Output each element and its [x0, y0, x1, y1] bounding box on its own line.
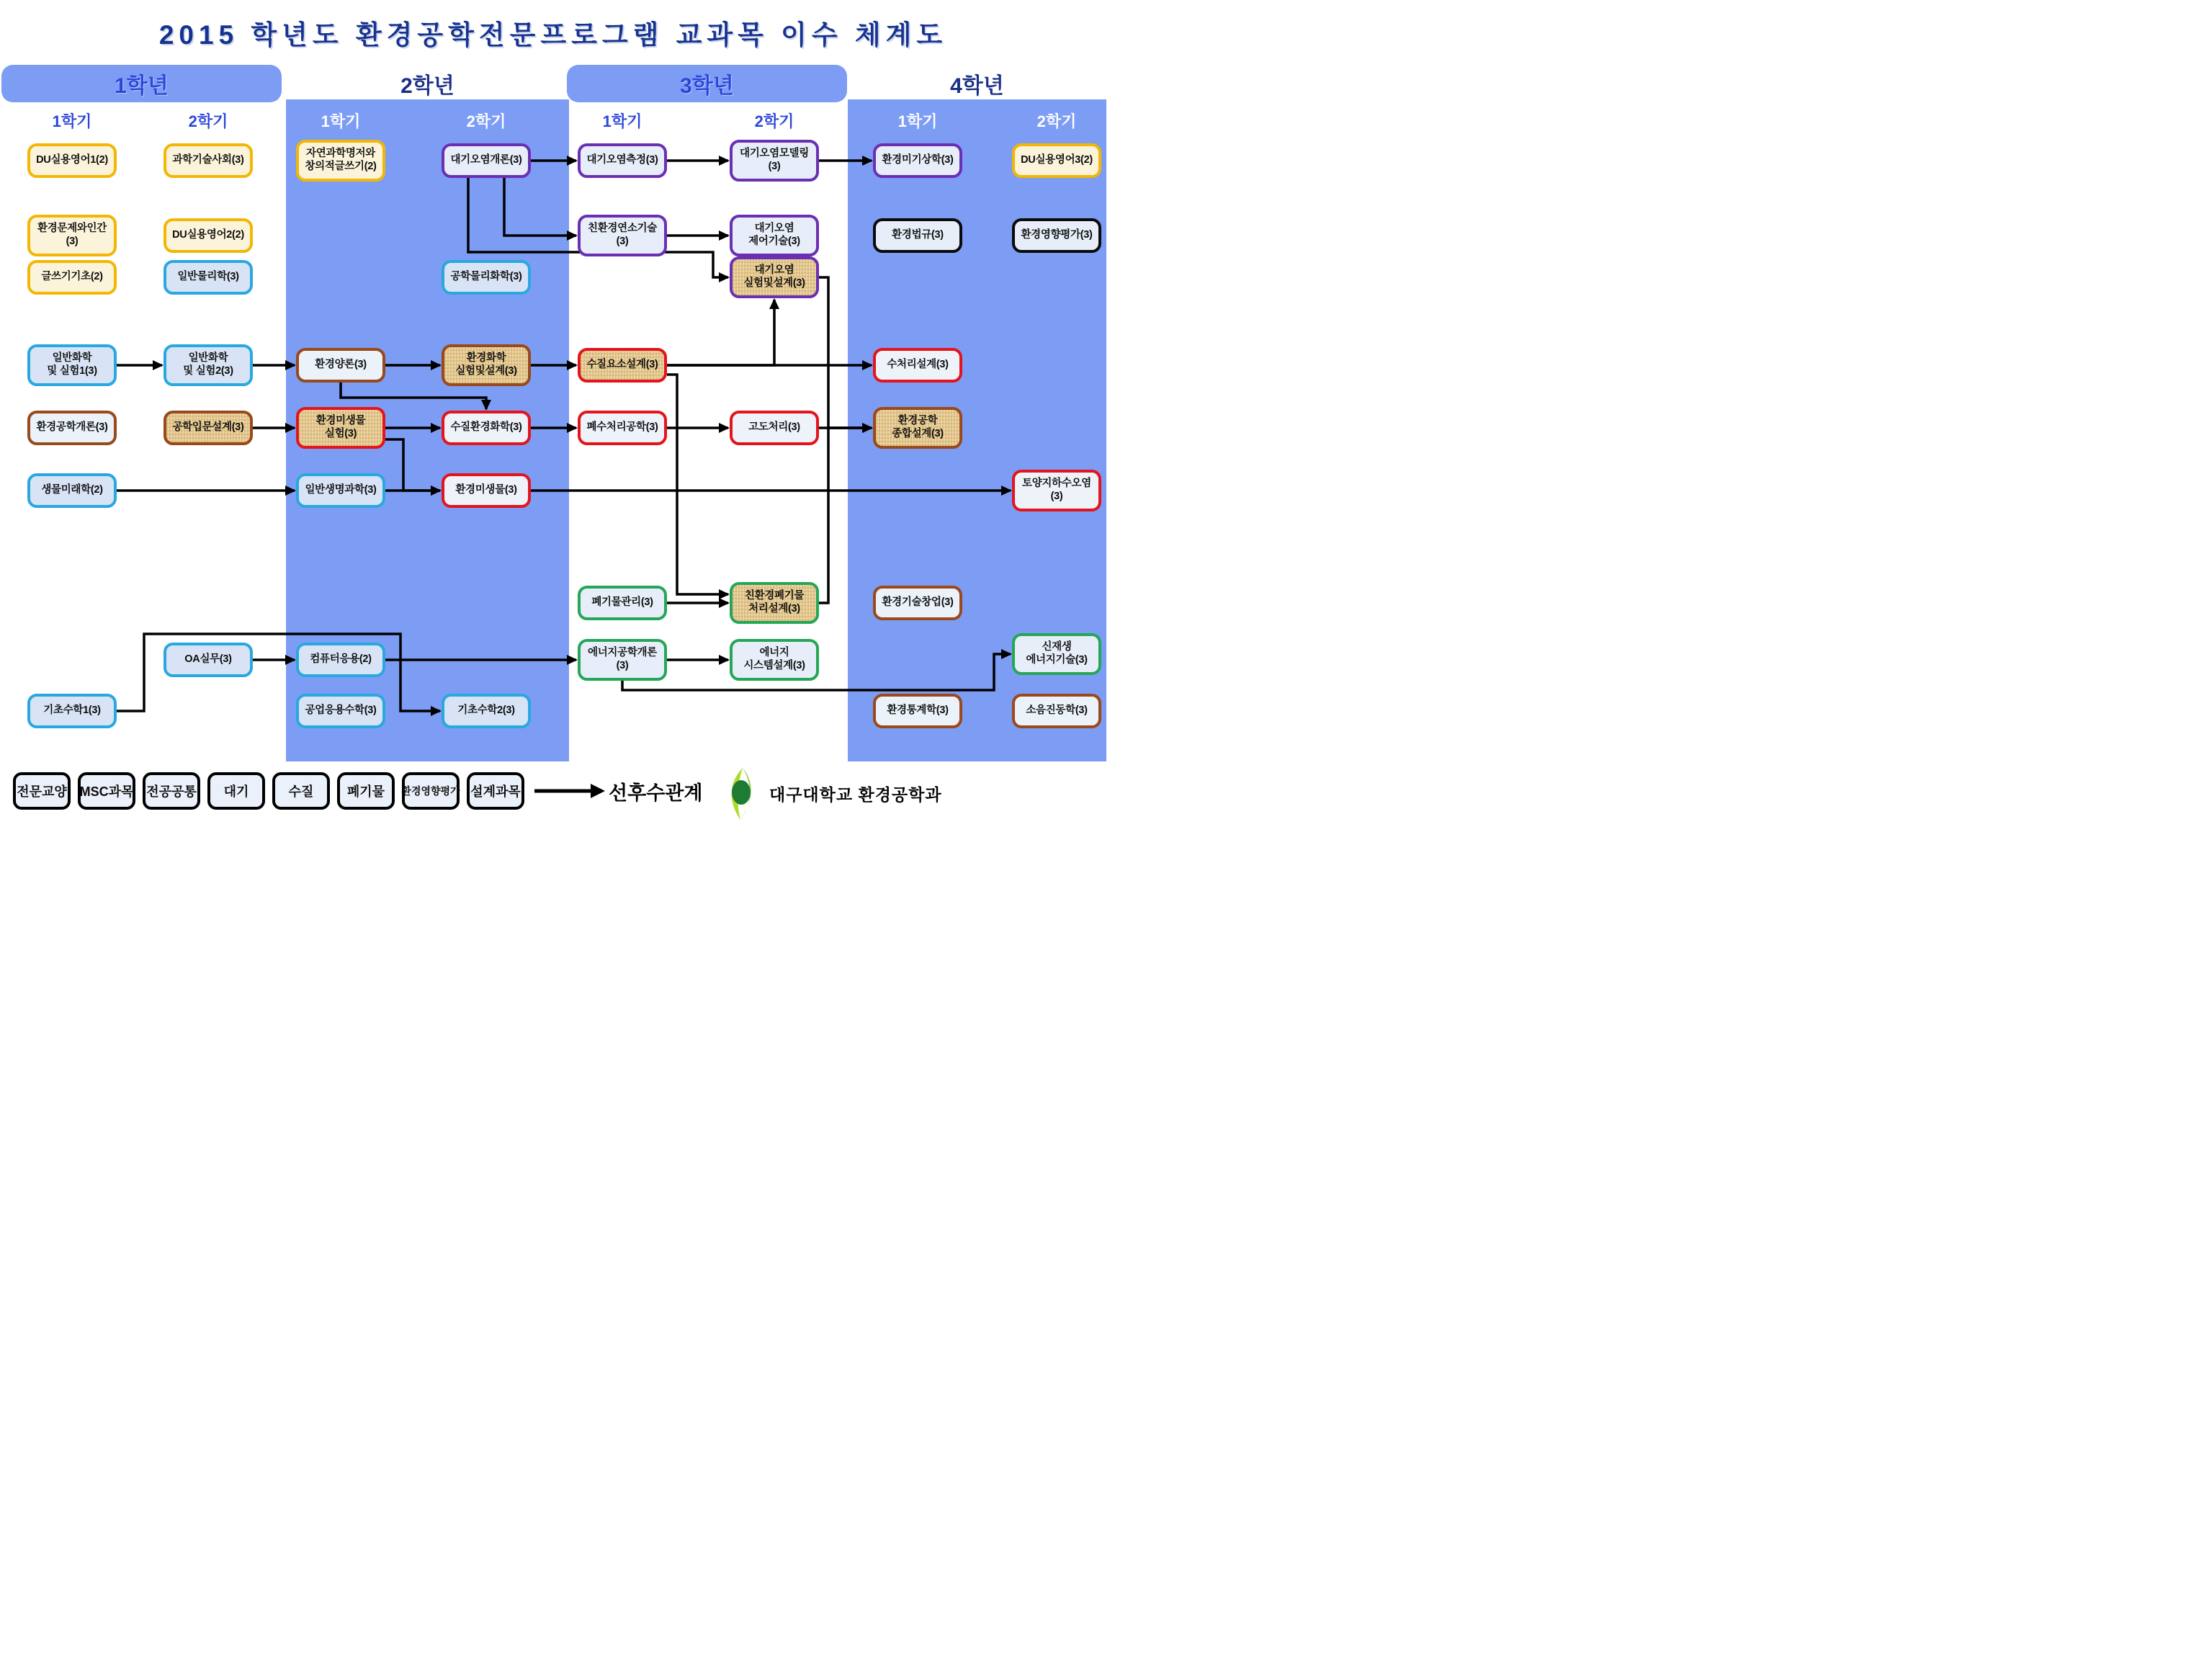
semester-label-y2s1: 1학기 [321, 112, 361, 130]
year-header-3: 3학년 [567, 65, 847, 102]
course-label: 종합설계(3) [892, 428, 944, 439]
course-box-air_intro [442, 143, 531, 178]
semester-label-y4s1: 1학기 [897, 112, 938, 130]
course-label: 일반화학 [52, 352, 92, 365]
edge-air_lab_design-to-env_capstone [819, 277, 872, 428]
course-box-waste_mgmt [578, 586, 667, 620]
course-label: 환경양론(3) [315, 359, 367, 371]
university-name: 대구대학교 환경공학과 [769, 784, 942, 804]
course-box-air_control [730, 215, 819, 256]
course-label: 환경공학 [897, 415, 938, 427]
curriculum-diagram [0, 0, 1106, 830]
edge-air_intro-to-eco_combustion [504, 178, 576, 236]
course-box-air_modeling [730, 140, 819, 182]
course-box-ind_math [296, 694, 385, 728]
course-label: 공학입문설계(3) [172, 421, 244, 434]
course-box-env_stoich [296, 348, 385, 383]
course-box-water_elem_design [578, 348, 667, 383]
course-label: 일반화학 [188, 352, 228, 365]
course-label: OA실무(3) [184, 653, 232, 666]
course-box-env_stats [873, 694, 962, 728]
course-label: 에너지기술(3) [1026, 654, 1088, 666]
course-label: 수질요소설계(3) [586, 359, 658, 371]
course-label: 공학물리화학(3) [450, 271, 522, 283]
edge-env_stoich-to-water_env_chem [341, 383, 486, 409]
edge-eco_waste_design-to-env_capstone [819, 428, 872, 603]
course-label: 환경미생물 [315, 415, 366, 427]
course-box-eng_phys_chem [442, 260, 531, 295]
semester-label-y3s1: 1학기 [602, 112, 642, 130]
course-label: 제어기술(3) [748, 236, 800, 247]
legend-item-msc: MSC과목 [78, 772, 135, 810]
course-label: 기초수학2(3) [457, 705, 515, 717]
page-title: 2015 학년도 환경공학전문프로그램 교과목 이수 체계도 [158, 20, 948, 50]
course-label: 실험및설계(3) [743, 277, 805, 289]
course-label: 대기오염모델링 [740, 148, 809, 160]
course-box-energy_intro [578, 639, 667, 681]
course-box-natsci_writing [296, 140, 385, 182]
course-label: 대기오염 [754, 223, 794, 235]
course-box-sci_tech_soc [164, 143, 253, 178]
course-label: 환경화학 [466, 352, 506, 365]
relation-arrow [533, 772, 605, 810]
semester-label-y4s2: 2학기 [1036, 112, 1077, 130]
course-label: 공업응용수학(3) [305, 705, 377, 717]
course-box-du_eng3 [1012, 143, 1101, 178]
edge-env_micro_lab-to-env_micro [385, 439, 440, 491]
course-label: (3) [66, 236, 79, 247]
course-label: (3) [616, 660, 629, 671]
semester-label-y3s2: 2학기 [754, 112, 794, 130]
course-label: 대기오염측정(3) [586, 154, 658, 166]
university-logo-icon [722, 766, 764, 821]
course-label: 환경기술창업(3) [882, 596, 954, 609]
course-box-gen_chem2 [164, 344, 253, 386]
course-label: 처리설계(3) [748, 603, 800, 614]
course-box-noise_vib [1012, 694, 1101, 728]
course-box-water_treat_design [873, 348, 962, 383]
course-box-basic_math1 [27, 694, 117, 728]
course-label: 에너지공학개론 [588, 647, 657, 659]
course-label: 폐기물관리(3) [591, 596, 653, 609]
course-box-oa_practice [164, 643, 253, 677]
course-box-env_startup [873, 586, 962, 620]
course-label: 환경공학개론(3) [36, 421, 108, 434]
course-box-water_env_chem [442, 411, 531, 445]
course-label: 과학기술사회(3) [172, 154, 244, 166]
course-label: 시스템설계(3) [743, 660, 805, 671]
edge-water_elem_design-to-air_lab_design [667, 300, 774, 365]
course-box-intro_env_eng [27, 411, 117, 445]
legend-item-water: 수질 [272, 772, 330, 810]
semester-label-y1s1: 1학기 [52, 112, 92, 130]
course-label: 일반생명과학(3) [305, 484, 377, 496]
legend-item-waste: 폐기물 [337, 772, 395, 810]
course-box-eco_waste_design [730, 582, 819, 624]
legend-item-liberal: 전문교양 [13, 772, 71, 810]
course-label: 창의적글쓰기(2) [305, 161, 377, 172]
course-box-air_measure [578, 143, 667, 178]
course-box-writing_basic [27, 260, 117, 295]
course-box-wastewater_eng [578, 411, 667, 445]
course-box-env_human [27, 215, 117, 256]
course-label: 신재생 [1042, 641, 1072, 653]
course-box-gen_physics [164, 260, 253, 295]
course-label: 친환경폐기물 [744, 590, 805, 602]
course-label: DU실용영어3(2) [1021, 154, 1093, 166]
course-box-env_law [873, 218, 962, 253]
course-label: (3) [1050, 491, 1063, 502]
course-label: DU실용영어1(2) [36, 154, 108, 166]
course-box-computer_app [296, 643, 385, 677]
course-label: 환경통계학(3) [887, 705, 949, 717]
course-label: DU실용영어2(2) [172, 229, 244, 241]
course-label: 에너지 [759, 647, 789, 659]
course-label: 및 실험2(3) [183, 365, 233, 377]
course-label: 폐수처리공학(3) [586, 421, 658, 434]
course-box-energy_sys_design [730, 639, 819, 681]
year-header-1: 1학년 [1, 65, 282, 102]
course-box-eia_course [1012, 218, 1101, 253]
course-box-env_capstone [873, 407, 962, 449]
course-box-basic_math2 [442, 694, 531, 728]
course-box-env_micromet [873, 143, 962, 178]
course-box-renewable_energy [1012, 633, 1101, 675]
relation-label: 선후수관계 [609, 782, 703, 804]
course-label: (3) [616, 236, 629, 247]
course-label: 실험(3) [324, 428, 357, 439]
course-box-gen_life_sci [296, 473, 385, 508]
course-label: 수질환경화학(3) [450, 421, 522, 434]
legend-item-major: 전공공통 [143, 772, 200, 810]
year-header-2: 2학년 [400, 74, 455, 98]
course-label: 환경미생물(3) [455, 484, 517, 496]
course-label: 자연과학명저와 [306, 148, 375, 160]
legend-item-eia: 환경영향평가 [402, 772, 460, 810]
course-label: 환경문제와인간 [37, 223, 107, 235]
course-box-du_eng1 [27, 143, 117, 178]
course-box-air_lab_design [730, 256, 819, 298]
course-label: 환경영향평가(3) [1021, 229, 1093, 241]
year-header-4: 4학년 [950, 74, 1004, 98]
course-label: (3) [768, 161, 781, 172]
course-box-soil_gw [1012, 470, 1101, 511]
course-box-bio_future [27, 473, 117, 508]
course-label: 환경미기상학(3) [882, 154, 954, 166]
semester-label-y1s2: 2학기 [188, 112, 228, 130]
course-label: 대기오염개론(3) [450, 154, 522, 166]
course-label: 소음진동학(3) [1026, 705, 1088, 717]
legend-item-air: 대기 [207, 772, 265, 810]
course-label: 토양지하수오염 [1022, 478, 1091, 490]
course-label: 고도처리(3) [748, 421, 800, 434]
course-box-env_micro_lab [296, 407, 385, 449]
semester-label-y2s2: 2학기 [466, 112, 506, 130]
course-label: 기초수학1(3) [43, 705, 101, 717]
course-label: 컴퓨터응용(2) [310, 653, 372, 666]
course-label: 일반물리학(3) [177, 271, 239, 283]
course-box-du_eng2 [164, 218, 253, 253]
course-box-adv_treatment [730, 411, 819, 445]
edge-water_elem_design-to-eco_waste_design [667, 375, 728, 594]
course-label: 실험및설계(3) [455, 365, 517, 377]
course-label: 대기오염 [754, 264, 794, 277]
course-label: 생물미래학(2) [41, 484, 103, 496]
legend-item-design: 설계과목 [467, 772, 524, 810]
course-box-env_chem_design [442, 344, 531, 386]
course-label: 글쓰기기초(2) [41, 271, 103, 283]
course-label: 환경법규(3) [892, 229, 944, 241]
course-box-gen_chem1 [27, 344, 117, 386]
course-box-env_micro [442, 473, 531, 508]
course-label: 및 실험1(3) [47, 365, 97, 377]
course-label: 수처리설계(3) [887, 359, 949, 371]
course-box-eco_combustion [578, 215, 667, 256]
course-box-intro_eng_design [164, 411, 253, 445]
course-label: 친환경연소기술 [588, 223, 657, 235]
